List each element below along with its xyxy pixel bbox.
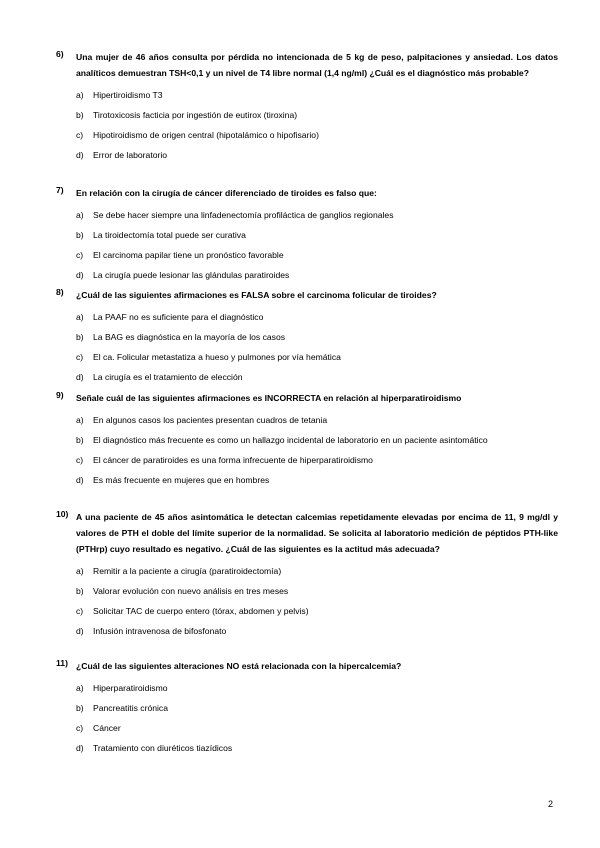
question-7 [56,185,558,287]
options-list [56,87,558,163]
option-c [76,452,558,468]
option-c [76,720,558,736]
option-text: El cáncer de paratiroides es una forma infrecuente de hiperparatiroidismo [93,455,373,465]
question-10 [56,509,558,643]
question-text: Una mujer de 46 años consulta por pérdida no intencionada de 5 kg de peso, palpitaciones y ansiedad. Los datos analíticos demuestran TSH<0,1 y un nivel de T4 libre normal (1,4 ng/ml) ¿Cuál es el diagnóstico más probable? [76,52,558,78]
option-letter: c) [76,455,84,465]
option-b [76,700,558,716]
option-b [76,107,558,123]
option-letter: a) [76,683,84,693]
option-letter: d) [76,270,84,280]
option-d [76,623,558,639]
option-letter: b) [76,435,84,445]
option-letter: d) [76,626,84,636]
option-text: En algunos casos los pacientes presentan cuadros de tetania [93,415,328,425]
option-b [76,329,558,345]
option-letter: b) [76,332,84,342]
option-d [76,472,558,488]
option-a [76,563,558,579]
option-text: El carcinoma papilar tiene un pronóstico favorable [93,250,284,260]
option-letter: c) [76,723,84,733]
option-a [76,207,558,223]
option-letter: d) [76,743,84,753]
option-text: Pancreatitis crónica [93,703,168,713]
option-letter: c) [76,250,84,260]
option-text: Cáncer [93,723,121,733]
option-letter: c) [76,130,84,140]
option-text: Tirotoxicosis facticia por ingestión de eutirox (tiroxina) [93,110,298,120]
options-list [56,309,558,385]
option-c [76,247,558,263]
option-letter: a) [76,312,84,322]
options-list [56,412,558,488]
option-c [76,603,558,619]
option-c [76,349,558,365]
option-letter: d) [76,150,84,160]
option-d [76,267,558,283]
option-text: Hipotiroidismo de origen central (hipotalámico o hipofisario) [93,130,319,140]
option-text: Hiperparatiroidismo [93,683,168,693]
option-text: Tratamiento con diuréticos tiazídicos [93,743,233,753]
option-letter: c) [76,352,84,362]
option-text: La tiroidectomía total puede ser curativa [93,230,246,240]
question-text: A una paciente de 45 años asintomática le detectan calcemias repetidamente elevadas por encima de 11, 9 mg/dl y valores de PTH el doble del límite superior de la normalidad. Se solicita al laboratorio medición de péptidos PTH-like (PTHrp) cuyo resultado es negativo. ¿Cuál de las siguientes es la actitud más adecuada? [76,512,558,554]
option-d [76,369,558,385]
option-text: El diagnóstico más frecuente es como un hallazgo incidental de laboratorio en un paciente asintomático [93,435,488,445]
question-number: 7) [56,185,64,195]
option-text: El ca. Folicular metastatiza a hueso y pulmones por vía hemática [93,352,341,362]
option-letter: b) [76,230,84,240]
question-text: En relación con la cirugía de cáncer diferenciado de tiroides es falso que: [76,188,377,198]
question-9 [56,390,558,492]
option-a [76,412,558,428]
option-c [76,127,558,143]
options-list [56,680,558,756]
option-text: Es más frecuente en mujeres que en hombres [93,475,270,485]
option-a [76,87,558,103]
option-b [76,432,558,448]
option-text: La PAAF no es suficiente para el diagnóstico [93,312,264,322]
option-text: Error de laboratorio [93,150,168,160]
question-number: 9) [56,390,64,400]
option-text: Valorar evolución con nuevo análisis en tres meses [93,586,289,596]
question-number: 11) [56,658,68,668]
option-text: Hipertiroidismo T3 [93,90,163,100]
question-number: 8) [56,287,64,297]
option-letter: b) [76,703,84,713]
option-d [76,147,558,163]
options-list [56,207,558,283]
option-b [76,583,558,599]
option-text: Se debe hacer siempre una linfadenectomía profiláctica de ganglios regionales [93,210,394,220]
option-letter: d) [76,475,84,485]
question-text: ¿Cuál de las siguientes afirmaciones es FALSA sobre el carcinoma folicular de tiroides? [76,290,437,300]
option-text: La cirugía puede lesionar las glándulas paratiroides [93,270,290,280]
option-text: Solicitar TAC de cuerpo entero (tórax, abdomen y pelvis) [93,606,309,616]
option-text: Infusión intravenosa de bifosfonato [93,626,227,636]
option-d [76,740,558,756]
option-a [76,309,558,325]
page-number: 2 [548,799,554,809]
option-text: La BAG es diagnóstica en la mayoría de los casos [93,332,286,342]
option-text: Remitir a la paciente a cirugía (paratiroidectomía) [93,566,282,576]
option-letter: b) [76,110,84,120]
question-11 [56,658,558,760]
option-a [76,680,558,696]
option-letter: a) [76,210,84,220]
question-text: ¿Cuál de las siguientes alteraciones NO está relacionada con la hipercalcemia? [76,661,402,671]
question-number: 6) [56,49,64,59]
question-6 [56,49,558,167]
option-letter: d) [76,372,84,382]
option-letter: a) [76,566,84,576]
option-text: La cirugía es el tratamiento de elección [93,372,243,382]
option-letter: c) [76,606,84,616]
option-letter: a) [76,90,84,100]
options-list [56,563,558,639]
option-letter: b) [76,586,84,596]
question-number: 10) [56,509,69,519]
option-letter: a) [76,415,84,425]
option-b [76,227,558,243]
question-text: Señale cuál de las siguientes afirmaciones es INCORRECTA en relación al hiperparatiroidismo [76,393,462,403]
question-8 [56,287,558,389]
